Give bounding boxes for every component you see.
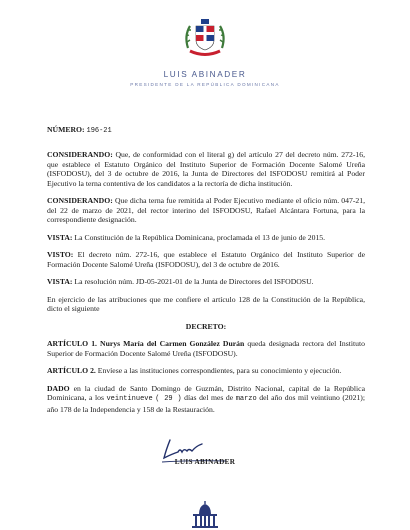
articulo-1 bbox=[47, 339, 365, 358]
visto-label: VISTO: bbox=[47, 250, 74, 260]
day-number: ( 29 ) bbox=[155, 395, 182, 404]
coat-of-arms-icon bbox=[182, 18, 228, 60]
visto bbox=[47, 250, 365, 269]
signature-block bbox=[0, 436, 410, 476]
vista-1-label: VISTA: bbox=[47, 232, 73, 242]
considerando-1-text: Que, de conformidad con el literal g) del artículo 27 del decreto núm. 272-16, que establece el Estatuto Orgánico del Instituto Superior de Formación Docente Salomé Ureña (ISFODOSU), del 3 de octubre de 2016, la Junta de Directores del ISFODOSU remitirá al Poder Ejecutivo la terna contentiva de los candidatos a la rectoría de dicha institución. bbox=[47, 150, 365, 188]
art1-text: queda designada rectora del Instituto Superior de Formación Docente Salomé Ureña (ISFODOSU). bbox=[47, 339, 365, 358]
dado-paragraph bbox=[47, 384, 365, 414]
letterhead bbox=[0, 18, 410, 87]
number-value: 196-21 bbox=[86, 127, 112, 135]
considerando-2-text: Que dicha terna fue remitida al Poder Ejecutivo mediante el oficio núm. 047-21, del 22 de marzo de 2021, del rector interino del ISFODOSU, Rafael Alcántara Fortuna, para la correspondiente designación. bbox=[47, 196, 365, 225]
president-title: PRESIDENTE DE LA REPÚBLICA DOMINICANA bbox=[130, 82, 280, 87]
art1-label: ARTÍCULO 1. bbox=[47, 339, 97, 349]
considerando-1 bbox=[47, 150, 365, 188]
vista-2-label: VISTA: bbox=[47, 277, 73, 287]
day-words: veintinueve bbox=[106, 395, 153, 404]
articulo-2 bbox=[47, 366, 365, 375]
art2-text: Envíese a las instituciones correspondientes, para su conocimiento y ejecución. bbox=[95, 366, 342, 376]
number-label: NÚMERO: bbox=[47, 125, 85, 134]
president-name: LUIS ABINADER bbox=[163, 70, 247, 79]
decreto-heading bbox=[47, 322, 365, 331]
vista-2-text: La resolución núm. JD-05-2021-01 de la Junta de Directores del ISFODOSU. bbox=[72, 277, 314, 287]
signatory-name: LUIS ABINADER bbox=[174, 458, 236, 466]
dado-label: DADO bbox=[47, 384, 70, 393]
considerando-1-label: CONSIDERANDO: bbox=[47, 150, 113, 160]
decree-number bbox=[47, 125, 365, 136]
decreto-heading-text: DECRETO: bbox=[185, 321, 227, 331]
art1-name: Nurys María del Carmen González Durán bbox=[96, 339, 245, 349]
considerando-2-label: CONSIDERANDO: bbox=[47, 196, 113, 206]
dado-text-2: días del mes de bbox=[181, 393, 236, 403]
dado-text-1: en la ciudad de Santo Domingo de Guzmán, Distrito Nacional, capital de la República Dominicana, a los bbox=[47, 384, 365, 403]
vista-1-text: La Constitución de la República Dominicana, proclamada el 13 de junio de 2015. bbox=[72, 232, 326, 242]
vista-1 bbox=[47, 233, 365, 242]
ejercicio-paragraph: En ejercicio de las atribuciones que me confiere el artículo 128 de la Constitución de la República, dicto el siguiente bbox=[47, 294, 365, 314]
considerando-2 bbox=[47, 196, 365, 224]
art2-label: ARTÍCULO 2. bbox=[47, 366, 96, 376]
visto-text: El decreto núm. 272-16, que establece el Estatuto Orgánico del Instituto Superior de Formación Docente Salomé Ureña (ISFODOSU), del 3 de octubre de 2016. bbox=[47, 250, 365, 269]
month: marzo bbox=[235, 395, 257, 404]
vista-2 bbox=[47, 277, 365, 286]
decree-body bbox=[47, 125, 365, 422]
palace-emblem-icon bbox=[190, 500, 220, 530]
dado-text-3: del año dos mil veintiuno (2021); año 178 de la Independencia y 158 de la Restauración. bbox=[47, 393, 365, 414]
